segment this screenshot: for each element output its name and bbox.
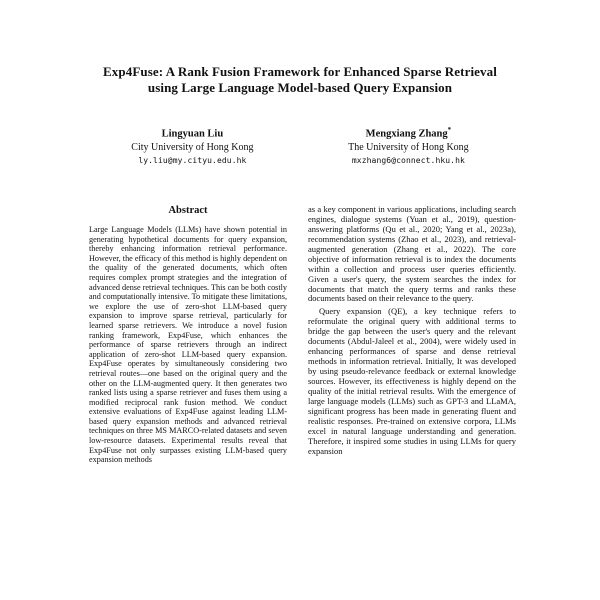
intro-paragraph-1: as a key component in various applications, including search engines, dialogue systems (Yuan et al., 2019), question-answering platforms (Qu et al., 2020; Yang et al., 2023a), recommendation systems (Zhao et al., 2023), and retrieval-augmented generation (Zhang et al., 2022). The core objective of information retrieval is to index the documents within a collection and process user queries efficiently. Given a user's query, the system searches the index for documents that match the query terms and ranks these documents based on their relevance to the query. <box>308 204 516 304</box>
intro-paragraph-2: Query expansion (QE), a key technique refers to reformulate the original query with additional terms to bridge the gap between the user's query and the relevant documents (Abdul-Jaleel et al., 2004), were widely used in enhancing performances of sparse and dense retrieval methods in information retrieval. Initially, It was developed by using pseudo-relevance feedback or external knowledge sources. However, its effectiveness is highly depend on the quality of the initial retrieval results. With the emergence of large language models (LLMs) such as GPT-3 and LLaMA, significant progress has been made in generating fluent and realistic responses. Pre-trained on extensive corpora, LLMs excel in natural language understanding and generation. Therefore, it inspired some studies in using LLMs for query expansion <box>308 306 516 456</box>
right-column <box>308 205 516 465</box>
author-1-email: ly.liu@my.cityu.edu.hk <box>138 156 247 165</box>
author-2-footnote-marker: * <box>447 125 452 134</box>
author-1-name <box>131 126 253 140</box>
abstract-heading: Abstract <box>168 205 208 216</box>
author-2-name <box>348 126 469 140</box>
authors-block <box>84 126 516 166</box>
paper-title-line-1: Exp4Fuse: A Rank Fusion Framework for Enhanced Sparse Retrieval <box>103 64 497 79</box>
author-1-affiliation: City University of Hong Kong <box>131 142 254 153</box>
author-2 <box>348 126 469 166</box>
left-column <box>84 205 292 465</box>
author-1-name-text: Lingyuan Liu <box>161 128 224 139</box>
paper-title <box>84 64 516 97</box>
author-1 <box>131 126 253 166</box>
two-column-body <box>84 205 516 465</box>
author-2-email: mxzhang6@connect.hku.hk <box>351 156 465 165</box>
paper-title-line-2: using Large Language Model-based Query Expansion <box>147 80 453 96</box>
author-2-name-text: Mengxiang Zhang <box>365 128 448 139</box>
author-2-affiliation: The University of Hong Kong <box>348 142 469 153</box>
abstract-text: Large Language Models (LLMs) have shown potential in generating hypothetical documents for query expansion, thereby enhancing information retrieval performance. However, the efficacy of this method is highly dependent on the quality of the generated documents, which often requires complex prompt strategies and the integration of advanced dense retrieval techniques. This can be both costly and computationally intensive. To mitigate these limitations, we explore the use of zero-shot LLM-based query expansion to improve sparse retrieval, particularly for learned sparse retrievers. We introduce a novel fusion ranking framework, Exp4Fuse, which enhances the performance of sparse retrievers through an indirect application of zero-shot LLM-based query expansion. Exp4Fuse operates by simultaneously considering two retrieval routes—one based on the original query and the other on the LLM-augmented query. It then generates two ranked lists using a sparse retriever and fuses them using a modified reciprocal rank fusion method. We conduct extensive evaluations of Exp4Fuse against leading LLM-based query expansion methods and advanced retrieval techniques on three MS MARCO-related datasets and seven low-resource datasets. Experimental results reveal that Exp4Fuse not only surpasses existing LLM-based query expansion methods <box>89 225 288 465</box>
